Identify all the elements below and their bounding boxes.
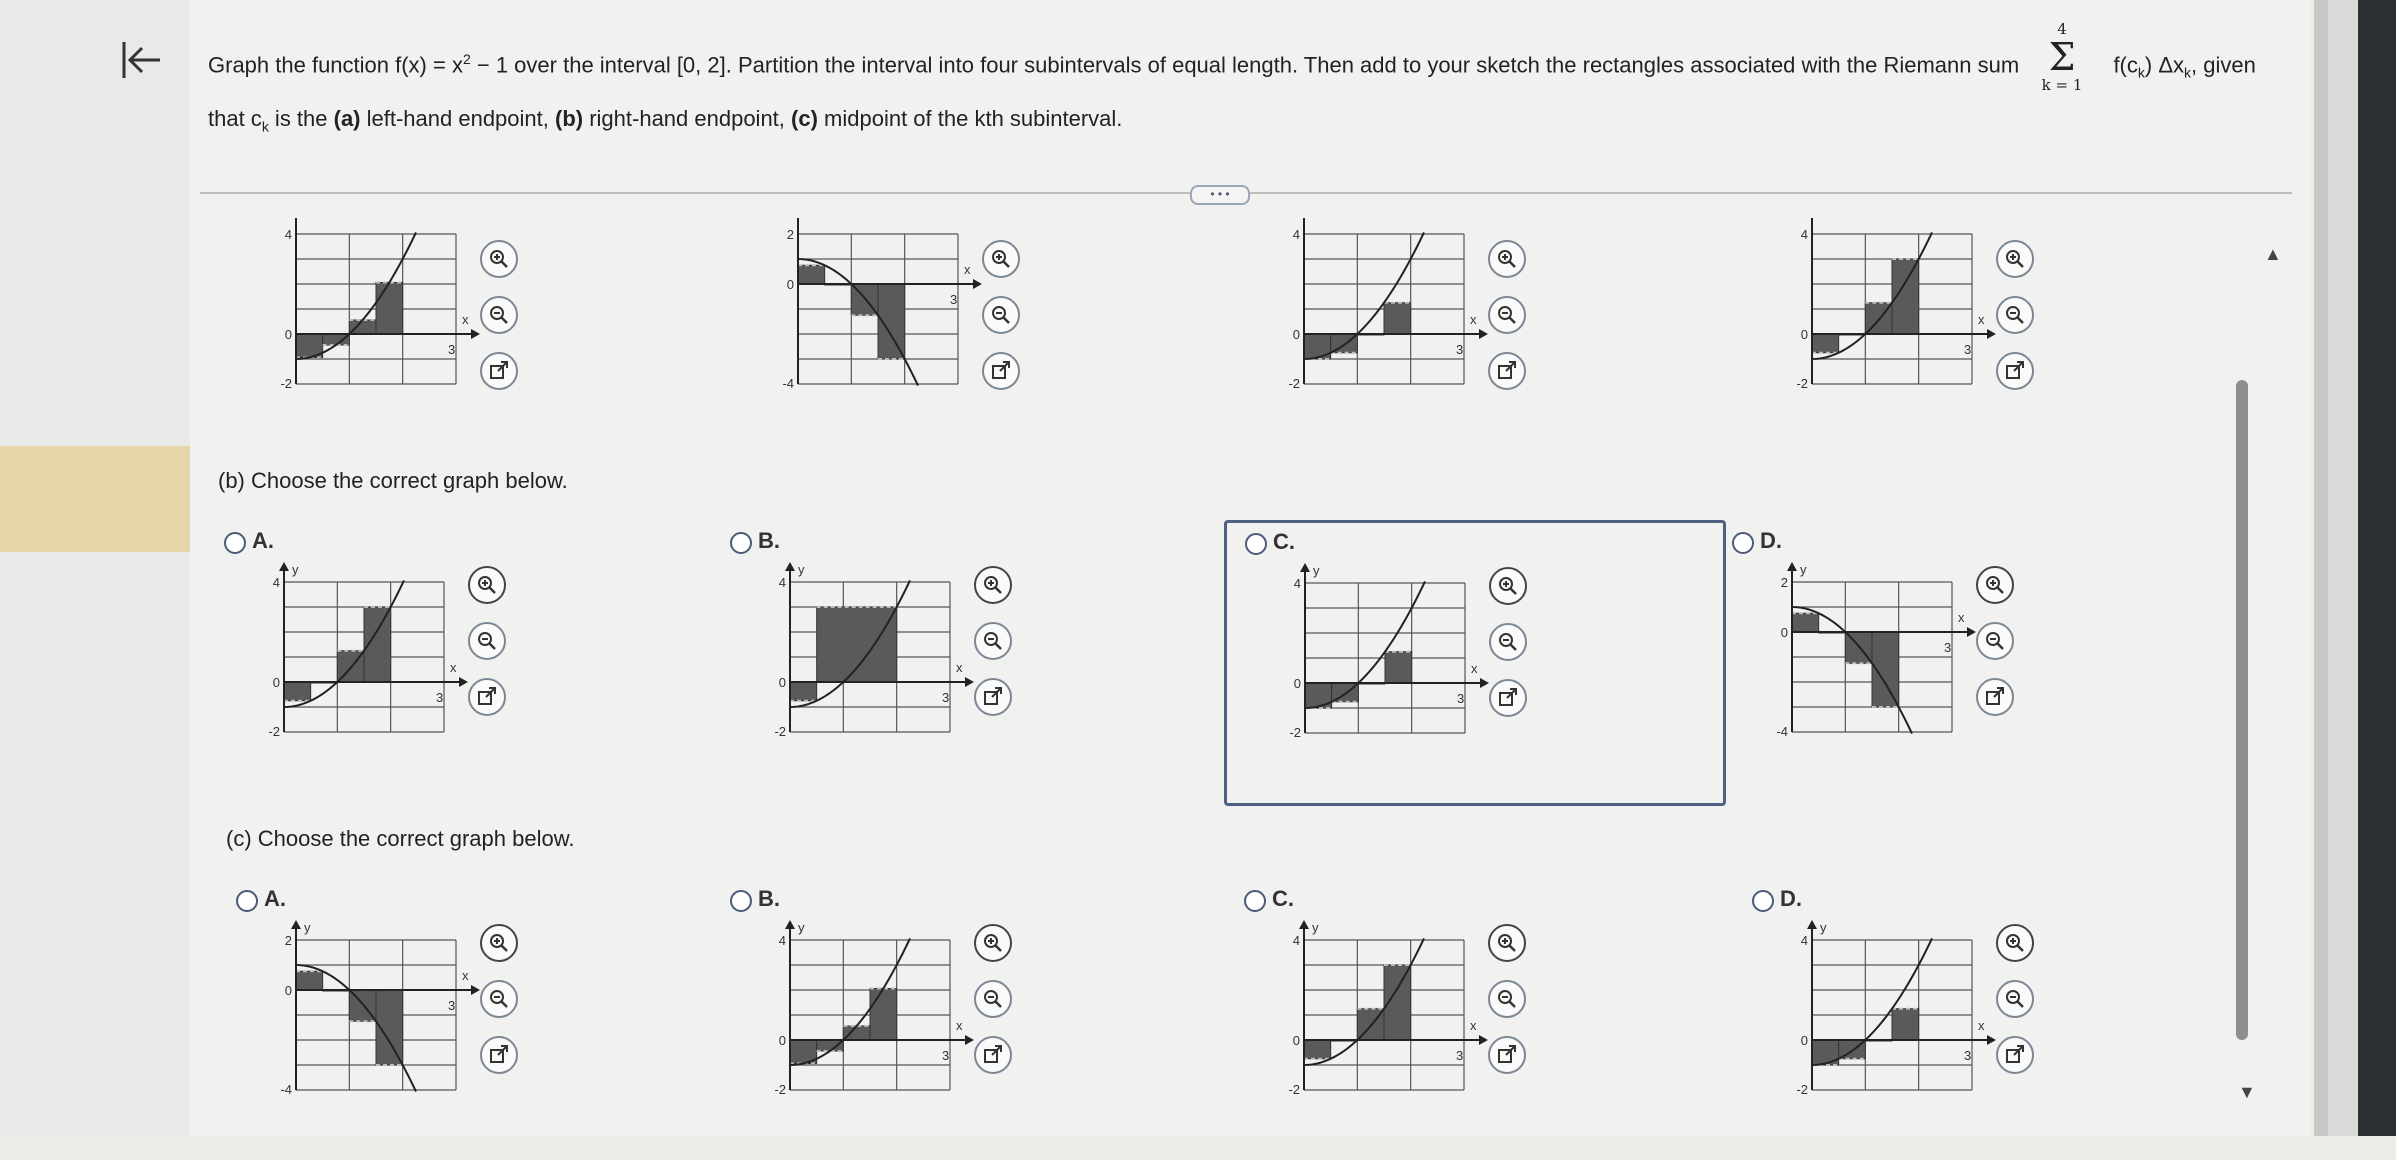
graph-container [1764,918,2024,1128]
x-axis-arrow [1987,329,1996,339]
y-tick-max: 4 [778,933,786,948]
x-axis-arrow [1480,678,1489,688]
option-letter: A. [252,528,274,553]
y-tick-max: 4 [284,227,292,242]
option-letter: C. [1272,886,1294,911]
zoom-out-icon[interactable] [1996,980,2034,1018]
y-tick-max: 4 [778,575,786,590]
zoom-out-icon[interactable] [468,622,506,660]
y-axis-label: y [1800,562,1807,577]
zoom-out-icon[interactable] [1488,296,1526,334]
x-axis-arrow [459,677,468,687]
part-a-option-2 [720,212,1210,492]
radio-button[interactable] [1245,533,1267,555]
open-new-window-icon[interactable] [480,1036,518,1074]
riemann-rectangle [323,334,350,345]
option-letter: A. [264,886,286,911]
open-new-window-icon[interactable] [982,352,1020,390]
x-tick-3: 3 [1964,342,1972,357]
riemann-graph [742,918,1002,1128]
y-tick-max: 4 [1800,227,1808,242]
y-axis-label: y [1313,563,1320,578]
riemann-rectangle [790,682,817,701]
screen-bezel [2358,0,2396,1136]
y-tick-zero: 0 [1292,327,1300,342]
y-axis-arrow [1300,563,1310,572]
riemann-rectangle [1384,303,1411,334]
radio-button[interactable] [1244,890,1266,912]
y-tick-max: 4 [1293,576,1301,591]
y-tick-zero: 0 [1800,1033,1808,1048]
y-tick-min: -4 [782,376,794,391]
window-edge-shadow [2328,0,2358,1136]
riemann-graph [1257,561,1517,771]
left-panel-highlight [0,446,190,552]
part-c-prompt: (c) Choose the correct graph below. [226,826,575,851]
y-tick-zero: 0 [1780,625,1788,640]
open-new-window-icon[interactable] [974,678,1012,716]
x-axis-label: x [964,262,971,277]
zoom-out-icon[interactable] [1489,623,1527,661]
part-a-option-4 [1734,212,2224,492]
x-tick-3: 3 [942,1048,950,1063]
x-axis-label: x [1471,661,1478,676]
graph-container [750,212,1010,422]
zoom-in-icon[interactable] [1489,567,1527,605]
radio-button[interactable] [730,532,752,554]
zoom-in-icon[interactable] [1488,240,1526,278]
riemann-rectangle [1385,652,1412,683]
y-tick-zero: 0 [284,327,292,342]
part-c-option-b[interactable] [712,880,1202,1160]
radio-button[interactable] [224,532,246,554]
y-axis-arrow [1807,920,1817,929]
riemann-graph [248,918,508,1128]
left-panel [0,0,190,1136]
x-tick-3: 3 [1456,342,1464,357]
zoom-in-icon[interactable] [1488,924,1526,962]
y-tick-min: -2 [774,724,786,739]
divider-handle[interactable]: • • • [1190,185,1250,205]
riemann-rectangle [1892,1009,1919,1040]
x-axis-label: x [1470,1018,1477,1033]
y-axis-label: y [798,562,805,577]
x-tick-3: 3 [436,690,444,705]
x-axis-label: x [956,660,963,675]
y-axis-arrow [279,562,289,571]
x-axis-label: x [462,312,469,327]
open-new-window-icon[interactable] [1489,679,1527,717]
x-tick-3: 3 [950,292,958,307]
riemann-rectangle [296,971,323,990]
y-tick-max: 2 [284,933,292,948]
question-text: Graph the function $f(x) = x^2 - 1$ over the interval [0, 2]. Partition the interval into four subintervals of equal length. Then add to your sketch the rectangles associated with the Riemann sum $f(c_k)$ $\Delta x_k$, given that $c_k$ is the (a) left-hand endpoint, (b) right-hand endpoint, (c) midpoint of the kth subinterval. [208,51,2256,135]
open-new-window-icon[interactable] [1488,352,1526,390]
riemann-rectangle [798,265,825,284]
x-axis-label: x [956,1018,963,1033]
y-axis-label: y [304,920,311,935]
riemann-graph [1764,212,2024,422]
y-axis-label: y [292,562,299,577]
y-tick-zero: 0 [786,277,794,292]
y-tick-min: -2 [1288,376,1300,391]
option-letter: B. [758,528,780,553]
y-tick-max: 4 [1800,933,1808,948]
zoom-out-icon[interactable] [982,296,1020,334]
y-tick-min: -2 [774,1082,786,1097]
scrollbar-thumb[interactable] [2236,380,2248,1040]
y-axis-arrow [1787,562,1797,571]
radio-button[interactable] [1752,890,1774,912]
y-tick-zero: 0 [1800,327,1808,342]
scroll-up-icon[interactable]: ▲ [2264,244,2282,264]
zoom-out-icon[interactable] [1488,980,1526,1018]
y-tick-min: -2 [1796,1082,1808,1097]
y-tick-min: -4 [280,1082,292,1097]
open-new-window-icon[interactable] [1976,678,2014,716]
x-tick-3: 3 [1964,1048,1972,1063]
x-axis-arrow [471,985,480,995]
y-tick-zero: 0 [284,983,292,998]
x-axis-label: x [1958,610,1965,625]
part-b-option-d[interactable] [1714,522,2204,802]
x-axis-label: x [1978,312,1985,327]
open-new-window-icon[interactable] [1996,352,2034,390]
radio-button[interactable] [730,890,752,912]
y-tick-min: -2 [268,724,280,739]
part-c-option-d[interactable] [1734,880,2224,1160]
riemann-rectangle [843,1026,870,1040]
riemann-graph [742,560,1002,770]
open-new-window-icon[interactable] [480,352,518,390]
graph-container [1256,918,1516,1128]
zoom-in-icon[interactable] [468,566,506,604]
graph-container [248,918,508,1128]
zoom-out-icon[interactable] [974,980,1012,1018]
y-tick-max: 4 [272,575,280,590]
zoom-out-icon[interactable] [480,980,518,1018]
riemann-graph [248,212,508,422]
zoom-in-icon[interactable] [1976,566,2014,604]
riemann-rectangle [376,283,403,335]
zoom-in-icon[interactable] [982,240,1020,278]
y-tick-zero: 0 [272,675,280,690]
x-axis-label: x [450,660,457,675]
y-axis-arrow [785,920,795,929]
y-tick-max: 4 [1292,933,1300,948]
x-tick-3: 3 [448,342,456,357]
y-axis-label: y [1312,920,1319,935]
open-new-window-icon[interactable] [1996,1036,2034,1074]
riemann-graph [1256,212,1516,422]
y-axis-arrow [785,562,795,571]
zoom-out-icon[interactable] [480,296,518,334]
zoom-in-icon[interactable] [1996,240,2034,278]
open-new-window-icon[interactable] [468,678,506,716]
riemann-rectangle [817,607,897,682]
part-a-option-1 [218,212,708,492]
x-axis-label: x [1978,1018,1985,1033]
graph-container [1256,212,1516,422]
y-tick-max: 2 [1780,575,1788,590]
zoom-in-icon[interactable] [974,566,1012,604]
x-axis-label: x [462,968,469,983]
part-b-option-a[interactable] [206,522,696,802]
riemann-rectangle [349,320,376,334]
y-axis-label: y [798,920,805,935]
x-tick-3: 3 [1457,691,1465,706]
radio-button[interactable] [236,890,258,912]
x-axis-arrow [965,677,974,687]
part-a-option-3 [1226,212,1716,492]
x-axis-arrow [965,1035,974,1045]
x-axis-arrow [973,279,982,289]
zoom-out-icon[interactable] [974,622,1012,660]
riemann-graph [1764,918,2024,1128]
graph-container [742,918,1002,1128]
zoom-in-icon[interactable] [480,240,518,278]
riemann-rectangle [1812,334,1839,353]
zoom-in-icon[interactable] [974,924,1012,962]
riemann-rectangle [870,989,897,1041]
option-letter: B. [758,886,780,911]
option-letter: C. [1273,529,1295,554]
collapse-left-icon[interactable] [118,36,166,84]
y-tick-max: 2 [786,227,794,242]
y-tick-zero: 0 [1293,676,1301,691]
y-tick-max: 4 [1292,227,1300,242]
y-tick-zero: 0 [778,1033,786,1048]
radio-button[interactable] [1732,532,1754,554]
y-tick-zero: 0 [1292,1033,1300,1048]
x-axis-arrow [1987,1035,1996,1045]
x-tick-3: 3 [1944,640,1952,655]
option-letter: D. [1780,886,1802,911]
y-tick-zero: 0 [778,675,786,690]
graph-container [236,560,496,770]
zoom-out-icon[interactable] [1976,622,2014,660]
graph-container [1257,561,1517,771]
riemann-rectangle [284,682,311,701]
x-tick-3: 3 [942,690,950,705]
x-tick-3: 3 [1456,1048,1464,1063]
window-edge [2314,0,2328,1136]
zoom-in-icon[interactable] [480,924,518,962]
graph-container [1764,212,2024,422]
riemann-graph [750,212,1010,422]
graph-container [1744,560,2004,770]
y-tick-min: -4 [1776,724,1788,739]
y-axis-arrow [1299,920,1309,929]
y-tick-min: -2 [1289,725,1301,740]
riemann-rectangle [1792,613,1819,632]
option-letter: D. [1760,528,1782,553]
riemann-rectangle [1304,1040,1331,1059]
open-new-window-icon[interactable] [974,1036,1012,1074]
x-tick-3: 3 [448,998,456,1013]
y-axis-label: y [1820,920,1827,935]
riemann-graph [1256,918,1516,1128]
riemann-graph [236,560,496,770]
riemann-rectangle [817,1040,844,1051]
y-tick-min: -2 [1288,1082,1300,1097]
riemann-graph [1744,560,2004,770]
x-axis-arrow [1967,627,1976,637]
zoom-out-icon[interactable] [1996,296,2034,334]
zoom-in-icon[interactable] [1996,924,2034,962]
y-tick-min: -2 [280,376,292,391]
summation-symbol: 4 Σ k = 1 [2041,20,2083,94]
part-b-prompt: (b) Choose the correct graph below. [218,468,568,493]
part-c-option-a[interactable] [218,880,708,1160]
graph-container [742,560,1002,770]
graph-container [248,212,508,422]
part-b-option-b[interactable] [712,522,1202,802]
x-axis-arrow [471,329,480,339]
y-tick-min: -2 [1796,376,1808,391]
scroll-down-icon[interactable]: ▼ [2238,1082,2256,1102]
y-axis-arrow [291,920,301,929]
x-axis-label: x [1470,312,1477,327]
x-axis-arrow [1479,1035,1488,1045]
open-new-window-icon[interactable] [1488,1036,1526,1074]
part-c-option-c[interactable] [1226,880,1716,1160]
part-b-option-c[interactable] [1224,520,1726,806]
x-axis-arrow [1479,329,1488,339]
